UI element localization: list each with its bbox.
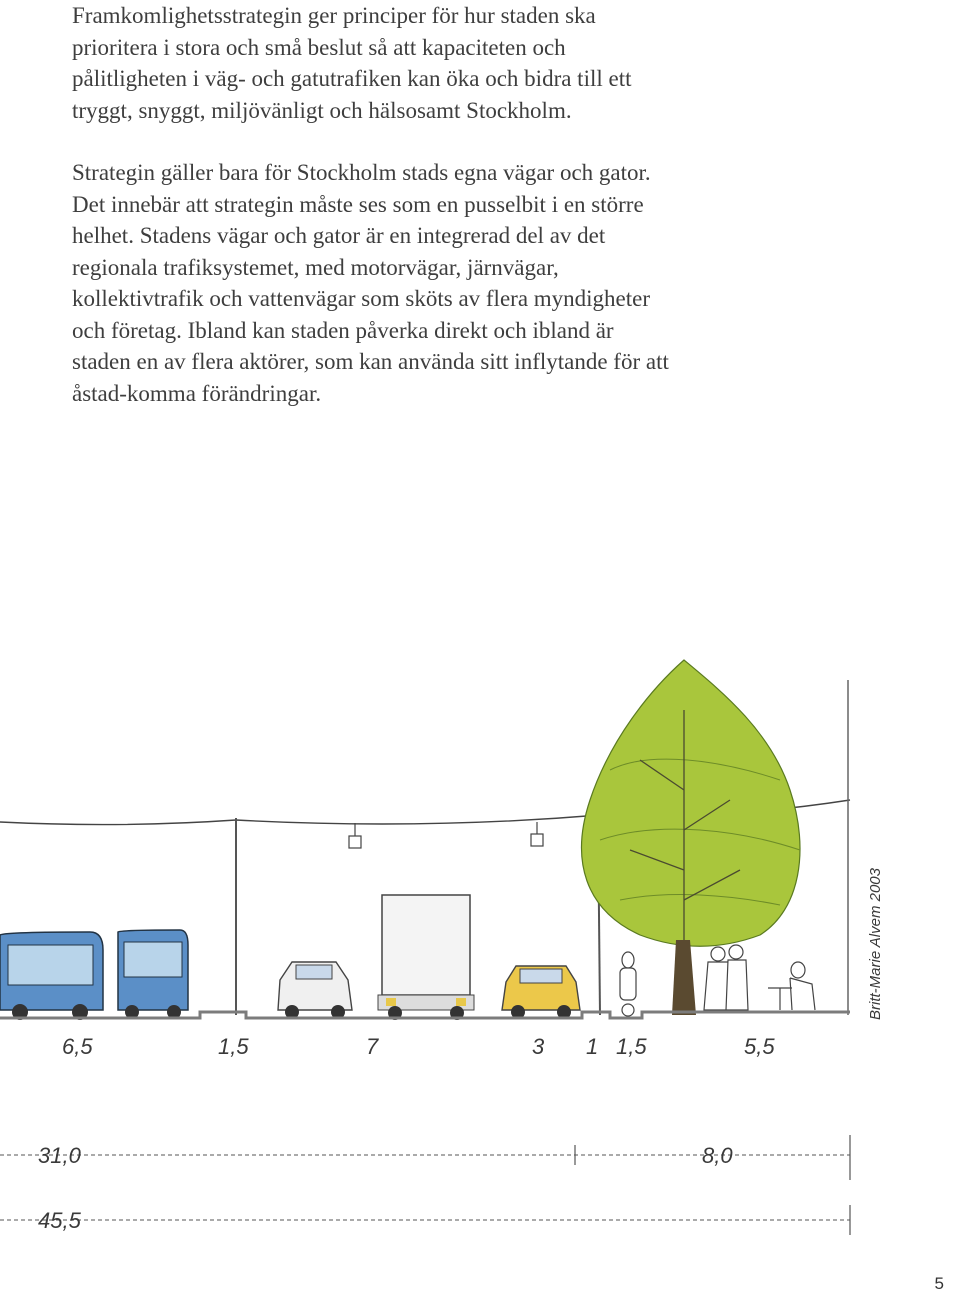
lane-width-label: 6,5 bbox=[62, 1034, 93, 1059]
cyclist bbox=[620, 952, 636, 1016]
street-cross-section-illustration bbox=[0, 650, 960, 1250]
tree bbox=[582, 660, 800, 1015]
car-white bbox=[278, 962, 352, 1019]
bus-left bbox=[0, 932, 103, 1020]
lane-width-label: 3 bbox=[532, 1034, 545, 1059]
lane-width-labels bbox=[62, 1034, 775, 1059]
lane-width-label: 1,5 bbox=[218, 1034, 249, 1059]
pedestrians bbox=[704, 945, 748, 1010]
page-number: 5 bbox=[934, 1274, 944, 1293]
artist-signature: Britt-Marie Alvem 2003 bbox=[867, 868, 884, 1020]
truck bbox=[378, 895, 474, 1020]
car-yellow bbox=[502, 966, 580, 1019]
paragraph-2: Strategin gäller bara för Stockholm stads egna vägar och gator. Det innebär att strategin måste ses som en pusselbit i en större helhet. Stadens vägar och gator är en integrerad del av det regionala trafiksystemet, med motorvägar, järnvägar, kollektivtrafik och vattenvägar som sköts av flera myndigheter och företag. Ibland kan staden påverka direkt och ibland är staden en av flera aktörer, som kan använda sitt inflytande för att åstad-komma förändringar. bbox=[72, 160, 669, 406]
lane-width-label: 7 bbox=[366, 1034, 379, 1059]
subtotal-right: 8,0 bbox=[702, 1143, 733, 1168]
bus-right bbox=[118, 930, 188, 1019]
subtotal-left: 31,0 bbox=[38, 1143, 81, 1168]
body-text bbox=[72, 0, 672, 440]
lane-width-label: 5,5 bbox=[744, 1034, 775, 1059]
lane-width-label: 1 bbox=[586, 1034, 599, 1059]
total-width: 45,5 bbox=[38, 1208, 81, 1233]
lane-width-label: 1,5 bbox=[616, 1034, 647, 1059]
cafe-table-and-chair bbox=[768, 962, 815, 1010]
paragraph-1: Framkomlighetsstrategin ger principer för hur staden ska prioritera i stora och små beslut så att kapaciteten och pålitligheten i väg- och gatutrafiken kan öka och bidra till ett tryggt, snyggt, miljövänligt och hälsosamt Stockholm. bbox=[72, 3, 632, 123]
